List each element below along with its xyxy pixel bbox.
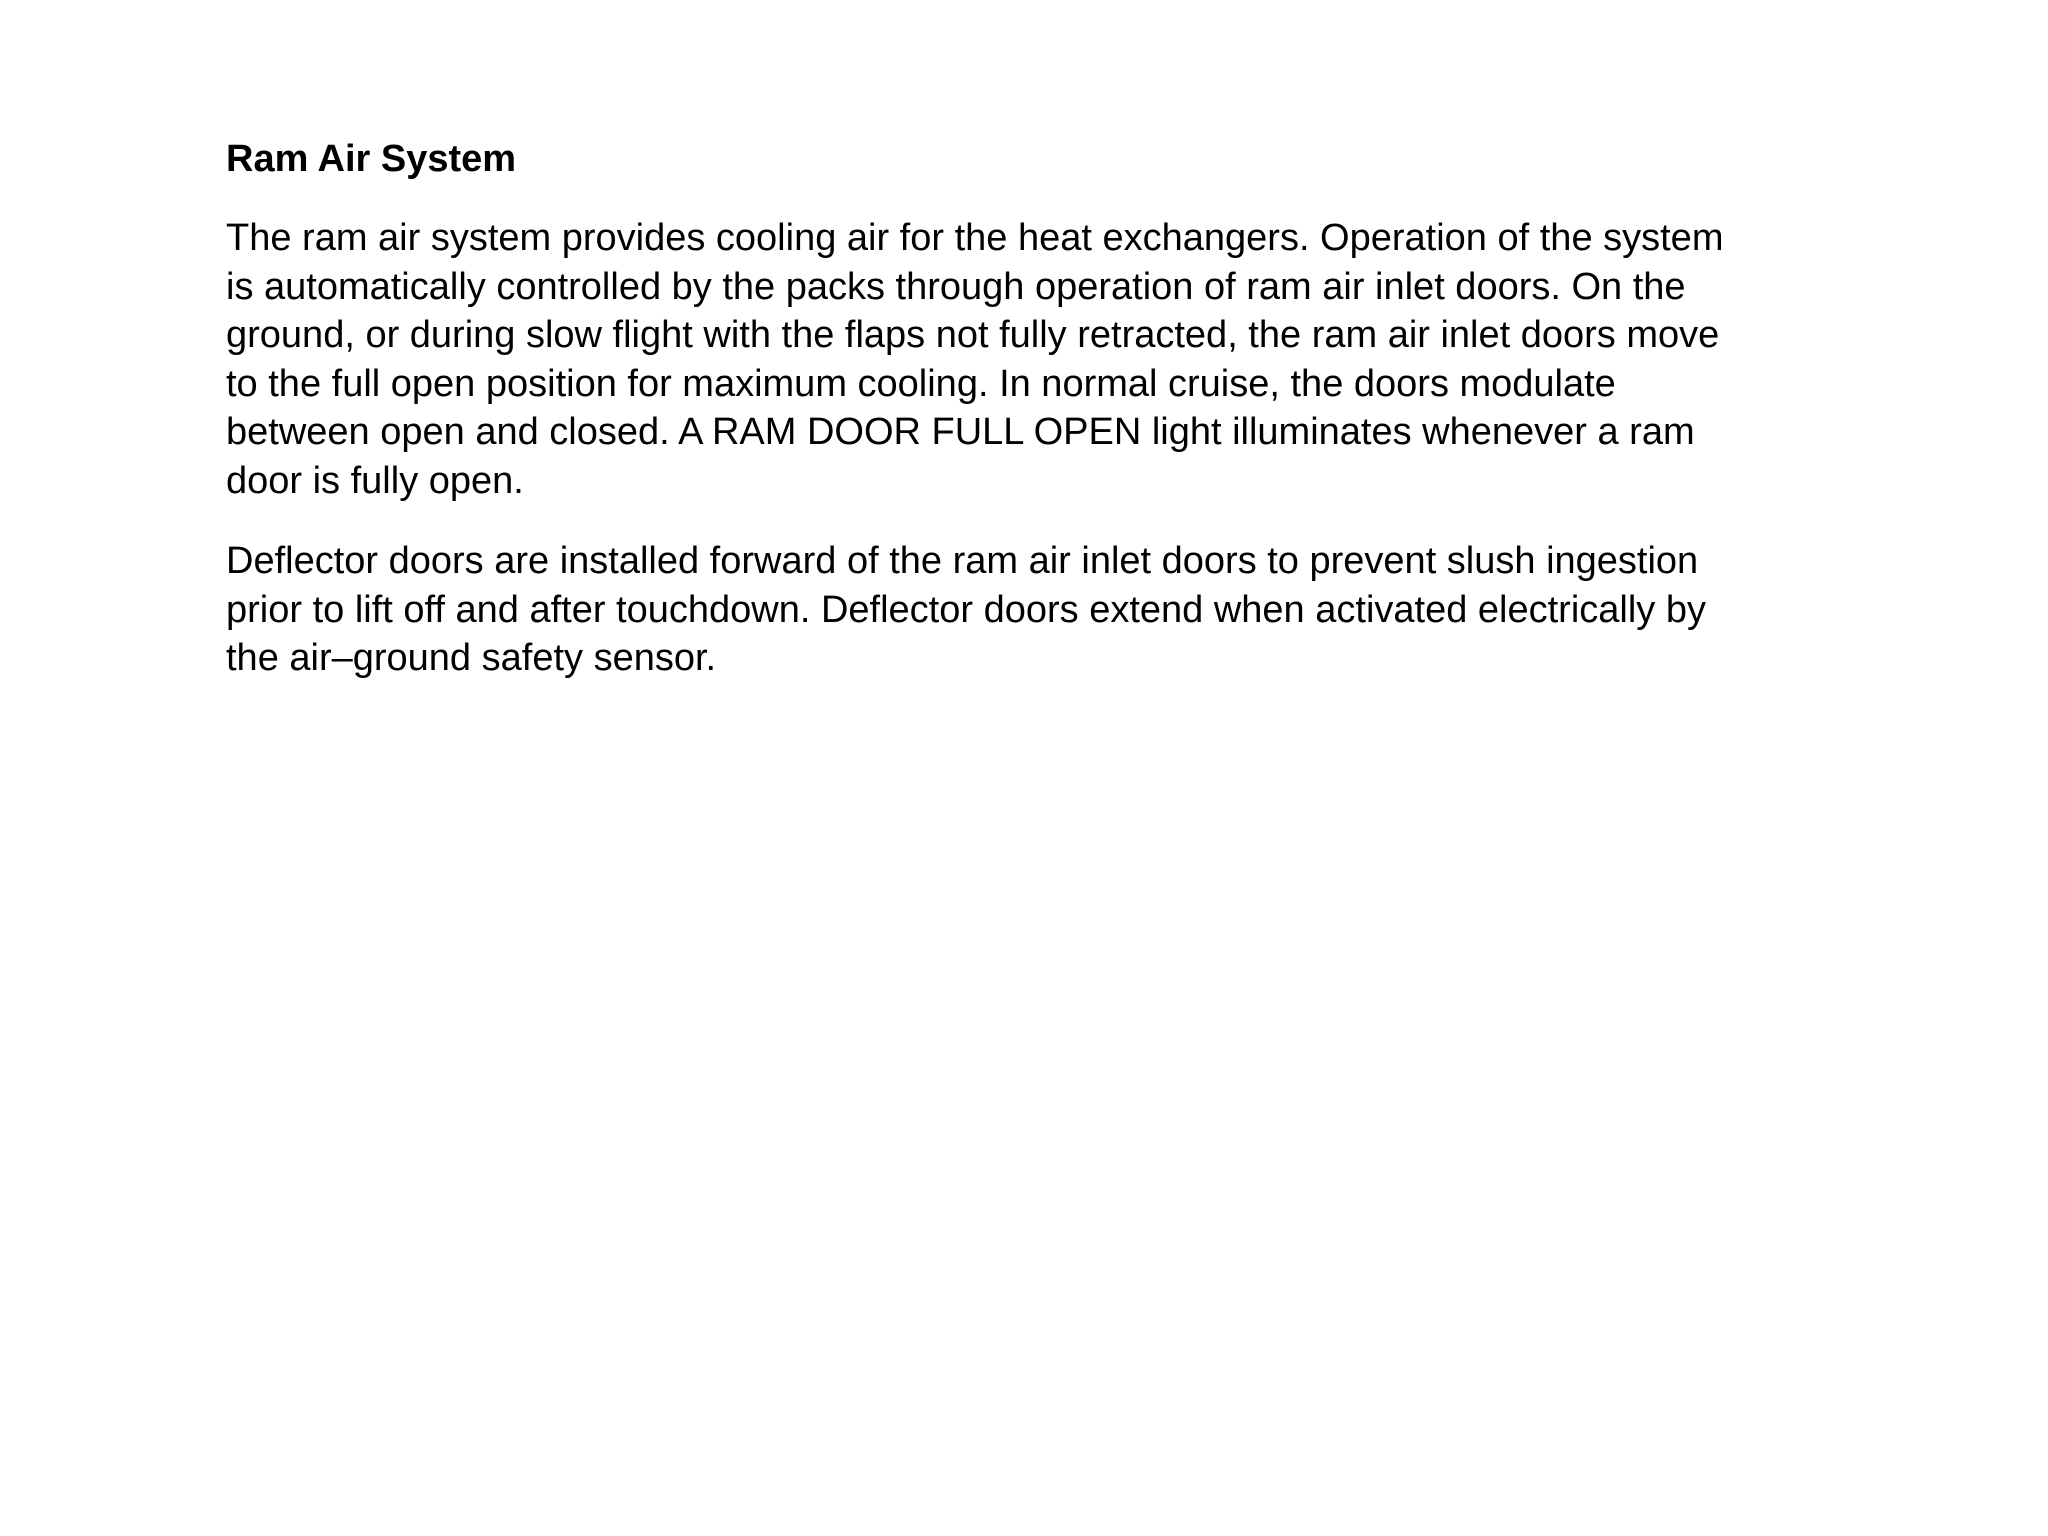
section-heading: Ram Air System	[226, 138, 517, 180]
document-content	[226, 136, 1826, 683]
paragraph-deflector-doors: Deflector doors are installed forward of the ram air inlet doors to prevent slush ingestion prior to lift off and after touchdown. Deflector doors extend when activated electrically by the air–ground safety sensor.	[226, 540, 1706, 679]
paragraph-ram-air-system: The ram air system provides cooling air for the heat exchangers. Operation of the system is automatically controlled by the packs through operation of ram air inlet doors. On the ground, or during slow flight with the flaps not fully retracted, the ram air inlet doors move to the full open position for maximum cooling. In normal cruise, the doors modulate between open and closed. A RAM DOOR FULL OPEN light illuminates whenever a ram door is fully open.	[226, 217, 1724, 502]
